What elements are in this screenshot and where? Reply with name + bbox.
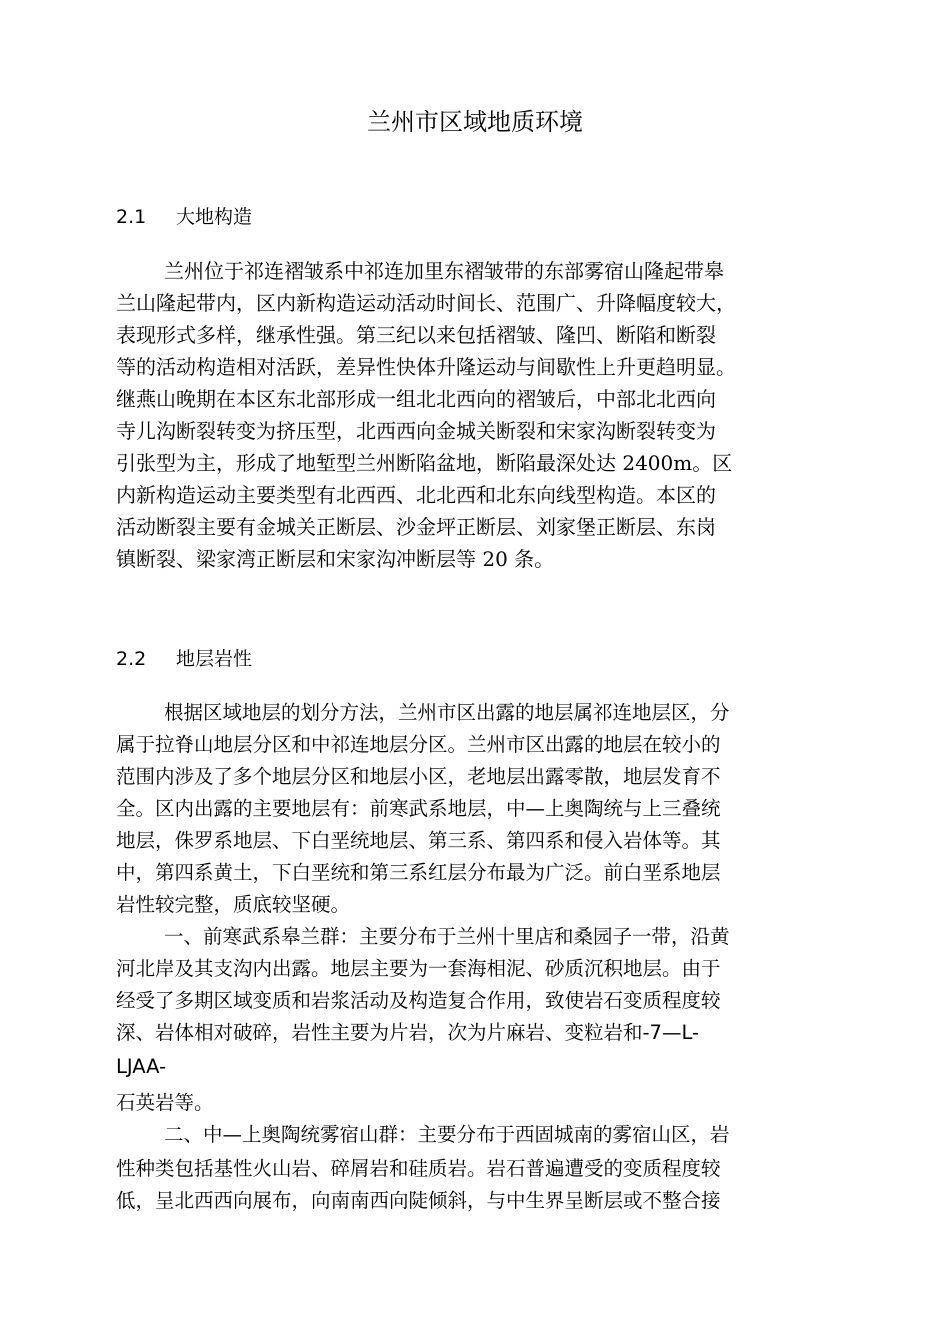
paragraph-line: 一、前寒武系皋兰群：主要分布于兰州十里店和桑园子一带，沿黄 — [164, 925, 730, 948]
paragraph-line: 寺儿沟断裂转变为挤压型，北西西向金城关断裂和宋家沟断裂转变为 — [116, 419, 716, 443]
paragraph-line: 兰山隆起带内，区内新构造运动活动时间长、范围广、升降幅度较大， — [116, 291, 736, 315]
paragraph-line: 兰州位于祁连褶皱系中祁连加里东褶皱带的东部雾宿山隆起带皋 — [164, 259, 724, 283]
paragraph-line: 经受了多期区域变质和岩浆活动及构造复合作用，致使岩石变质程度较 — [116, 989, 721, 1012]
paragraph-line: 内新构造运动主要类型有北西西、北北西和北东向线型构造。本区的 — [116, 483, 716, 507]
paragraph-line: 性种类包括基性火山岩、碎屑岩和硅质岩。岩石普遍遭受的变质程度较 — [116, 1157, 721, 1180]
section-number: 2.1 — [116, 206, 147, 228]
paragraph-line: 深、岩体相对破碎，岩性主要为片岩，次为片麻岩、变粒岩和-7—L- — [116, 1021, 700, 1044]
section-title: 地层岩性 — [176, 648, 253, 670]
paragraph-line: 属于拉脊山地层分区和中祁连地层分区。兰州市区出露的地层在较小的 — [116, 733, 721, 756]
paragraph-line: LJAA- — [116, 1055, 167, 1078]
section-title: 大地构造 — [176, 206, 253, 228]
section-heading-2-1 — [116, 203, 252, 231]
paragraph-line: 根据区域地层的划分方法，兰州市区出露的地层属祁连地层区，分 — [164, 701, 730, 724]
paragraph-line: 继燕山晚期在本区东北部形成一组北北西向的褶皱后，中部北北西向 — [116, 387, 716, 411]
paragraph-line: 引张型为主，形成了地堑型兰州断陷盆地，断陷最深处达 2400m。区 — [116, 451, 733, 475]
paragraph-line: 二、中—上奥陶统雾宿山群：主要分布于西固城南的雾宿山区，岩 — [164, 1123, 730, 1146]
page-title: 兰州市区域地质环境 — [367, 108, 583, 136]
paragraph-line: 表现形式多样，继承性强。第三纪以来包括褶皱、隆凹、断陷和断裂 — [116, 323, 716, 347]
paragraph-line: 低，呈北西西向展布，向南南西向陡倾斜，与中生界呈断层或不整合接 — [116, 1189, 721, 1212]
paragraph-line: 河北岸及其支沟内出露。地层主要为一套海相泥、砂质沉积地层。由于 — [116, 957, 721, 980]
paragraph-line: 等的活动构造相对活跃，差异性快体升隆运动与间歇性上升更趋明显。 — [116, 355, 736, 379]
paragraph-line: 镇断裂、梁家湾正断层和宋家沟冲断层等 20 条。 — [116, 547, 555, 571]
paragraph-line: 岩性较完整，质底较坚硬。 — [116, 893, 351, 916]
paragraph-line: 中，第四系黄土，下白垩统和第三系红层分布最为广泛。前白垩系地层 — [116, 861, 721, 884]
paragraph-line: 地层，侏罗系地层、下白垩统地层、第三系、第四系和侵入岩体等。其 — [116, 829, 721, 852]
paragraph-line: 活动断裂主要有金城关正断层、沙金坪正断层、刘家堡正断层、东岗 — [116, 515, 716, 539]
section-number: 2.2 — [116, 648, 147, 670]
paragraph-line: 石英岩等。 — [116, 1091, 214, 1114]
paragraph-line: 范围内涉及了多个地层分区和地层小区，老地层出露零散，地层发育不 — [116, 765, 721, 788]
section-heading-2-2 — [116, 645, 252, 673]
paragraph-line: 全。区内出露的主要地层有：前寒武系地层，中—上奥陶统与上三叠统 — [116, 797, 721, 820]
